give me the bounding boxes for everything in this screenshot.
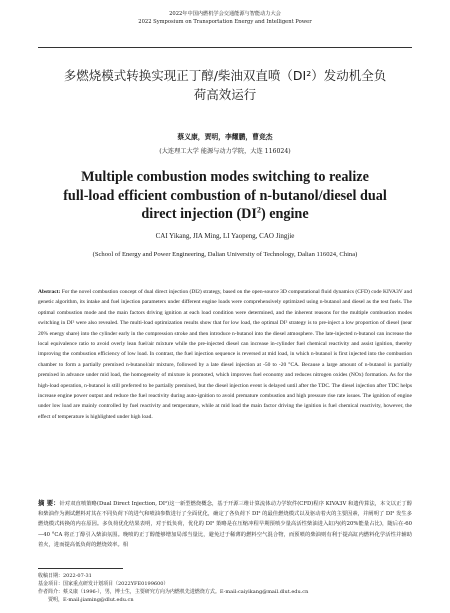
- title-en-line-3-pre: direct injection (DI: [141, 206, 257, 222]
- title-en-line-1: Multiple combustion modes switching to realize: [81, 169, 369, 185]
- footnote-divider: [38, 568, 123, 569]
- footnote-fund: 基金项目：国家重点研发计划项目（2022YFE0199600）: [38, 581, 169, 587]
- authors-cn: 蔡义康，贾明，李耀鹏，曹竞杰: [177, 133, 273, 141]
- footnote-received: 收稿日期：2022-07-31: [38, 573, 92, 579]
- footnote-author-info: 作者简介：蔡义康（1996-），男，博士生，主要研究方向为内燃机先进燃烧方式。E-mail:caiyikang@mail.dlut.edu.cn: [38, 589, 309, 595]
- footnote-corresponding: 贾明，E-mail:jiaming@dlut.edu.cn: [48, 597, 134, 603]
- title-cn-line-2: 荷高效运行: [193, 87, 257, 102]
- title-cn-line-1: 多燃烧模式转换实现正丁醇/柴油双直喷（DI²）发动机全负: [63, 68, 387, 83]
- abstract-en-label: Abstract:: [38, 289, 61, 295]
- abstract-cn-text: 针对双直喷策略(Dual Direct Injection, DI²)这一新型燃烧概念，基于开源三维计算流体动力学软件(CFD)程序 KIVA3V 和遗传算法，本文以正丁醇和柴油作为测试燃料对其在不同负荷下的进气和喷油参数进行了全面优化，确定了各负荷下 DI² 的最佳燃烧模式以及驱动着火的主要因素，并阐明了 DI² 发生多燃烧模式转换的内在原因。多负荷优化结果表明，对于低负荷，优化的 DI² 策略是在压缩冲程早期预喷少量高活性柴油进入缸内(约20%能量占比)，随后在-60—40 °CA 将正丁醇引入柴油氛围。晚喷的正丁醇能够增加局部当量比，避免过于稀薄的燃料空气混合物，而预喷的柴油则有利于提高缸内燃料化学活性并辅助着火，进而提高低负荷的燃烧效率。相: [38, 501, 412, 548]
- title-en-line-2: full-load efficient combustion of n-butanol/diesel dual: [63, 187, 387, 204]
- affiliation-cn: (大连理工大学 能源与动力学院，大连 116024): [159, 148, 291, 155]
- abstract-en: [38, 287, 412, 422]
- title-en-line-3-post: ) engine: [260, 206, 309, 222]
- title-cn: [40, 66, 410, 104]
- affiliation-en: (School of Energy and Power Engineering, Dalian University of Technology, Dalian 116024, China): [92, 251, 358, 258]
- title-en-superscript: 2: [256, 205, 261, 215]
- footnotes: [38, 572, 418, 604]
- authors-en: CAI Yikang, JIA Ming, LI Yaopeng, CAO Jingjie: [155, 232, 295, 240]
- abstract-en-text: For the novel combustion concept of dual direct injection (DI2) strategy, based on the open-source 3D computational fluid dynamics (CFD) code KIVA3V and genetic algorithm, its intake and fuel injection parameters under different engine loads were comprehensively optimized using n-butanol and diesel as the test fuels. The optimal combustion mode and the main factors driving ignition at each load condition were determined, and the inherent reasons for the multiple combustion modes switching in DI² were also revealed. The multi-load optimization results show that for low load, the optimal DI² strategy is to pre-inject a low proportion of diesel (near 20% energy share) into the cylinder early in the compression stroke and then introduce n-butanol into the diesel atmosphere. The late-injected n-butanol can increase the local equivalence ratio to avoid overly lean fuel/air mixture while the pre-injected diesel can increase in-cylinder fuel chemical reactivity and assist ignition, thereby improving the combustion efficiency of low load. In contrast, the fuel injection sequence is reversed at mid load, in which n-butanol is first injected into the combustion chamber to form a partially premixed n-butanol/air mixture, followed by a late diesel injection at -50 to -20 °CA. Because a large amount of n-butanol is partially premixed in advance under mid load, the homogeneity of mixture is promoted, which improves fuel economy and reduces nitrogen oxides (NOx) formation. As for the high-load operation, n-butanol is still preferred to be partially premixed, but the diesel injection event is delayed until after the TDC. The diesel injection after TDC helps increase engine power output and reduce the fuel reactivity during auto-ignition to avoid premature combustion and high pressure rise rate issues. The ignition of engine under low load are mainly controlled by fuel reactivity and temperature, while at mid load the main factor driving the ignition is fuel chemical reactivity, however, the effect of temperature is highlighted under high load.: [38, 289, 412, 420]
- conference-name-cn: 2022年中国内燃机学会交通能源与智能动力大会: [169, 11, 281, 17]
- abstract-cn: [38, 498, 412, 550]
- conference-name-en: 2022 Symposium on Transportation Energy and Intelligent Power: [138, 19, 312, 25]
- conference-header: [0, 10, 450, 26]
- abstract-cn-label: 摘 要：: [38, 499, 60, 507]
- title-en: [40, 168, 410, 224]
- header-divider: [38, 47, 412, 48]
- title-en-line-3: [40, 205, 410, 224]
